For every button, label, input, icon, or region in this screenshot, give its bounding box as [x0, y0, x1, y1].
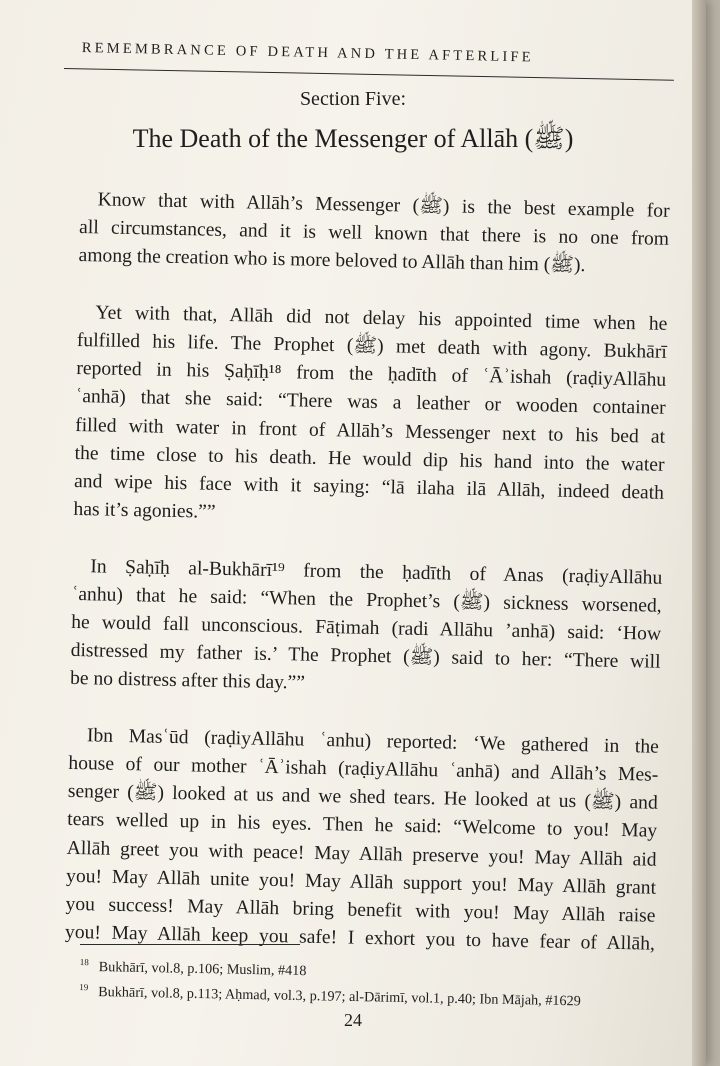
footnote-text: Bukhārī, vol.8, p.106; Muslim, #418	[98, 959, 307, 980]
text-line: Ibn Masʿūd (raḍiyAllāhu ʿanhu) reported: ‘We gathered in the	[86, 725, 660, 758]
text-line: filled with water in front of Allāh’s Messenger next to his bed at	[74, 414, 666, 448]
text-line: fulfilled his life. The Prophet (ﷺ) met death with agony. Bukhārī	[76, 329, 667, 363]
paragraph-1	[78, 186, 670, 282]
page-number: 24	[344, 1010, 362, 1030]
text-line: has it’s agonies.””	[73, 499, 216, 524]
text-line: reported in his Ṣaḥīḥ¹⁸ from the ḥadīth of ʿĀʾishah (raḍiyAllāhu	[76, 358, 667, 392]
text-line: ʿanhā) that she said: “There was a leather or wooden container	[75, 386, 666, 420]
chapter-title: The Death of the Messenger of Allāh (ﷺ)	[132, 124, 574, 153]
text-line: all circumstances, and it is well known that there is no one from	[78, 217, 670, 251]
text-line: among the creation who is more beloved to Allāh than him (ﷺ).	[78, 245, 586, 277]
text-line: distressed my father is.’ The Prophet (ﷺ) said to her: “There will	[70, 640, 661, 673]
text-line: be no distress after this day.””	[69, 668, 306, 695]
section-label: Section Five:	[299, 88, 407, 110]
text-line: In Ṣaḥīḥ al-Bukhārī¹⁹ from the ḥadīth of Anas (raḍiyAllāhu	[90, 555, 663, 589]
paragraph-2	[73, 299, 667, 536]
body-text	[64, 186, 670, 987]
footnote-number: 18	[79, 956, 89, 968]
paragraph-4	[65, 722, 659, 959]
text-line: tears welled up in his eyes. Then he said: “Welcome to you! May	[67, 809, 658, 843]
text-line: Allāh greet you with peace! May Allāh preserve you! May Allāh aid	[66, 837, 657, 871]
footnotes	[79, 952, 670, 1013]
footnote-number: 19	[79, 981, 89, 992]
footnote-text: Bukhārī, vol.8, p.113; Aḥmad, vol.3, p.197; al-Dārimī, vol.1, p.40; Ibn Mājah, #1629	[98, 983, 581, 1010]
text-line: house of our mother ʿĀʾishah (raḍiyAllāhu ʿanhā) and Allāh’s Mes-	[68, 752, 659, 786]
text-line: he would fall unconscious. Fāṭimah (radi Allāhu ’anhā) said: ‘How	[71, 611, 662, 645]
text-line: Yet with that, Allāh did not delay his appointed time when he	[95, 302, 668, 335]
text-line: Know that with Allāh’s Messenger (ﷺ) is the best example for	[97, 189, 670, 222]
text-line: and wipe his face with it saying: “lā ilaha ilā Allāh, indeed death	[73, 470, 665, 504]
text-line: you! May Allāh keep you safe! I exhort you to have fear of Allāh,	[64, 922, 656, 955]
paragraph-3	[70, 553, 663, 706]
footnote-rule	[80, 944, 300, 945]
text-line: ʿanhu) that he said: “When the Prophet’s (ﷺ) sickness worsened,	[71, 583, 662, 617]
text-line: the time close to his death. He would dip his hand into the water	[74, 442, 665, 476]
text-line: you! May Allāh unite you! May Allāh support you! May Allāh grant	[65, 865, 657, 899]
text-line: you success! May Allāh bring benefit with you! May Allāh raise	[65, 893, 656, 927]
header-rule	[64, 68, 674, 81]
running-head: REMEMBRANCE OF DEATH AND THE AFTERLIFE	[81, 40, 534, 66]
text-line: senger (ﷺ) looked at us and we shed tears. He looked at us (ﷺ) and	[67, 781, 658, 814]
